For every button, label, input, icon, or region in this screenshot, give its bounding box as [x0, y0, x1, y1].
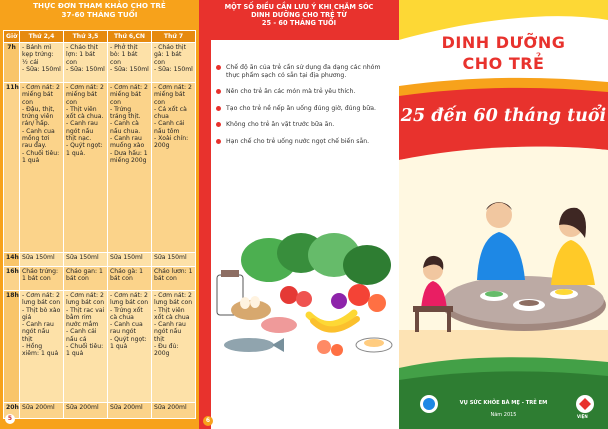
menu-row [4, 403, 196, 419]
menu-time-cell: 18h [4, 291, 20, 403]
cover-subtitle: 25 đến 60 tháng tuổi [400, 106, 607, 126]
bullet-dot-icon [216, 65, 221, 70]
menu-meal-cell: Cháo gan: 1 bát con [64, 267, 108, 291]
menu-meal-cell: Sữa 150ml [20, 253, 64, 267]
cover-title-line1: DINH DƯỠNG [441, 33, 566, 52]
menu-time-cell: 16h [4, 267, 20, 291]
menu-meal-cell: - Phở thịt bò: 1 bát con - Sữa: 150ml [108, 43, 152, 83]
menu-table [3, 30, 196, 419]
cover-logo-text: VIỆN [577, 414, 588, 419]
menu-meal-cell: - Cơm nát: 2 miếng bát con - Thịt viên xốt cà chua. - Canh rau ngót nấu thịt nạc. - Quýt ngọt: 1 quả. [64, 83, 108, 253]
notes-title-line2: DINH DƯỠNG CHO TRẺ TỪ [251, 11, 347, 20]
menu-row [4, 253, 196, 267]
menu-row [4, 83, 196, 253]
note-item: Không cho trẻ ăn vặt trước bữa ăn. [216, 121, 394, 129]
cover-title-line2: CHO TRẺ [462, 54, 545, 73]
menu-meal-cell: Cháo gà: 1 bát con [108, 267, 152, 291]
menu-meal-cell: Cháo trứng: 1 bát con [20, 267, 64, 291]
header-day-4: Thứ 7 [152, 31, 196, 43]
menu-meal-cell: - Cháo thịt lợn: 1 bát con - Sữa: 150ml [64, 43, 108, 83]
menu-meal-cell: - Bánh mì kẹp trứng: ½ cái - Sữa: 150ml [20, 43, 64, 83]
notes-panel [199, 0, 399, 429]
note-item: Chế độ ăn của trẻ cần sử dụng đa dạng các nhóm thực phẩm sạch có sẵn tại địa phương. [216, 64, 394, 79]
menu-meal-cell: Sữa 150ml [152, 253, 196, 267]
menu-meal-cell: Sữa 200ml [64, 403, 108, 419]
notes-title [199, 0, 399, 40]
bullet-dot-icon [216, 89, 221, 94]
header-day-3: Thứ 6,CN [108, 31, 152, 43]
menu-title-line2: 37-60 THÁNG TUỔI [61, 9, 138, 19]
page-number-left: 5 [5, 414, 15, 424]
menu-meal-cell: - Cơm nát: 2 lưng bát con - Thịt bò xào giá - Canh rau ngót nấu thịt - Hồng xiêm: 1 quả [20, 291, 64, 403]
menu-time-cell: 14h [4, 253, 20, 267]
header-day-2: Thứ 3,5 [64, 31, 108, 43]
bullet-dot-icon [216, 139, 221, 144]
menu-meal-cell: Sữa 200ml [152, 403, 196, 419]
food-illustration [209, 215, 399, 415]
menu-meal-cell: - Cháo thịt gà: 1 bát con - Sữa: 150ml [152, 43, 196, 83]
header-time: Giờ [4, 31, 20, 43]
note-item: Hạn chế cho trẻ uống nước ngọt chế biến sẵn. [216, 138, 394, 146]
menu-meal-cell: Sữa 150ml [64, 253, 108, 267]
menu-time-cell: 20h [4, 403, 20, 419]
menu-time-cell: 11h [4, 83, 20, 253]
menu-meal-cell: Cháo lươn: 1 bát con [152, 267, 196, 291]
note-item: Tạo cho trẻ nề nếp ăn uống đúng giờ, đúng bữa. [216, 105, 394, 113]
notes-title-line1: MỘT SỐ ĐIỀU CẦN LƯU Ý KHI CHĂM SÓC [224, 3, 374, 11]
menu-meal-cell: Sữa 150ml [108, 253, 152, 267]
menu-title [0, 0, 199, 30]
menu-title-line1: THỰC ĐƠN THAM KHẢO CHO TRẺ [33, 1, 166, 10]
menu-meal-cell: Sữa 200ml [108, 403, 152, 419]
menu-panel [0, 0, 199, 429]
menu-meal-cell: - Cơm nát: 2 miếng bát con - Cá xốt cà chua - Canh cải nấu tôm - Xoài chín: 200g [152, 83, 196, 253]
menu-time-cell: 7h [4, 43, 20, 83]
menu-row [4, 43, 196, 83]
note-item: Nên cho trẻ ăn các món mà trẻ yêu thích. [216, 88, 394, 96]
bullet-dot-icon [216, 106, 221, 111]
menu-meal-cell: - Cơm nát: 2 miếng bát con - Trứng tráng thịt. - Canh cà nấu chua. - Canh rau muống xào - Dưa hấu: 1 miếng 200g [108, 83, 152, 253]
menu-meal-cell: - Cơm nát: 2 lưng bát con - Thịt viên xốt cà chua - Canh rau ngót nấu thịt - Đu đủ: 200g [152, 291, 196, 403]
notes-title-line3: 25 - 60 THÁNG TUỔI [261, 19, 337, 28]
menu-meal-cell: - Cơm nát: 2 lưng bát con - Trứng xốt cà chua - Canh cua rau ngót - Quýt ngọt: 1 quả [108, 291, 152, 403]
menu-meal-cell: - Cơm nát: 2 miếng bát con - Đậu, thịt, trứng viên rán/ hấp. - Canh cua mồng tơi rau đay. - Chuối tiêu: 1 quả [20, 83, 64, 253]
menu-meal-cell: - Cơm nát: 2 lưng bát con - Thịt rac vai bằm rim nước mắm - Canh cải nấu cá - Chuối tiêu: 1 quả [64, 291, 108, 403]
notes-list [216, 64, 394, 154]
bullet-dot-icon [216, 122, 221, 127]
cover-footer: VỤ SỨC KHỎE BÀ MẸ - TRẺ EM [459, 400, 548, 406]
menu-row [4, 267, 196, 291]
header-day-1: Thứ 2,4 [20, 31, 64, 43]
cover-title [399, 32, 608, 74]
cover-panel [399, 0, 608, 429]
menu-row [4, 291, 196, 403]
page-number-right: 6 [203, 416, 213, 426]
menu-header-row [4, 31, 196, 43]
cover-year: Năm 2015 [490, 412, 517, 418]
menu-meal-cell: Sữa 200ml [20, 403, 64, 419]
